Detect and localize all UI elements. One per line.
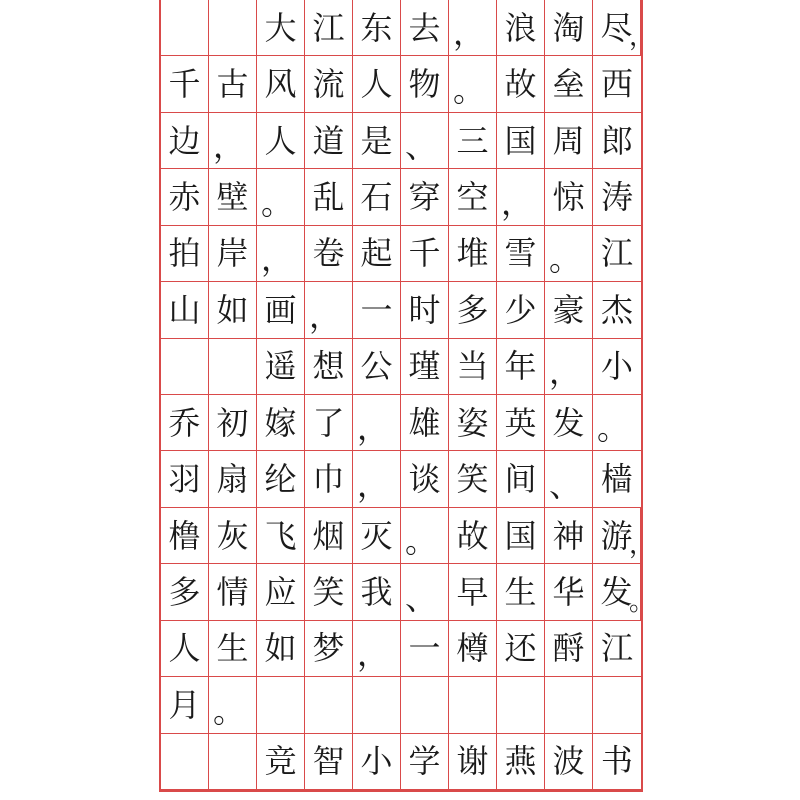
grid-cell: 。 [597, 409, 630, 448]
grid-cell: 涛 [600, 177, 633, 216]
grid-cell: 故 [497, 56, 545, 111]
grid-cell: 公 [353, 339, 401, 394]
grid-cell: 笑 [449, 451, 497, 506]
grid-cell: 谢 [449, 734, 497, 789]
grid-cell: 早 [449, 564, 497, 619]
grid-cell: 竞 [257, 734, 305, 789]
grid-cell: ， [545, 339, 593, 394]
grid-cell: 生 [209, 621, 257, 676]
grid-cell: 乱 [305, 169, 353, 224]
grid-cell: 起 [353, 226, 401, 281]
grid-cell: 灰 [209, 508, 257, 563]
grid-cell: 游 [593, 508, 641, 563]
grid-cell: 如 [257, 621, 305, 676]
grid-cell: 生 [497, 564, 545, 619]
trailing-punctuation: ， [628, 530, 655, 561]
grid-row [161, 113, 641, 169]
grid-cell: 还 [497, 621, 545, 676]
grid-cell [161, 339, 209, 394]
grid-cell: 樽 [449, 621, 497, 676]
grid-cell [209, 734, 257, 789]
grid-cell [497, 677, 545, 732]
grid-cell: 江 [305, 0, 353, 55]
grid-cell: ， [257, 226, 305, 281]
grid-cell: ， [353, 451, 401, 506]
grid-cell: 酹 [545, 621, 593, 676]
grid-cell: 燕 [497, 734, 545, 789]
grid-cell: 当 [449, 339, 497, 394]
grid-cell: 时 [401, 282, 449, 337]
grid-row [161, 226, 641, 282]
grid-cell: 赤 [161, 169, 209, 224]
grid-cell [209, 0, 257, 55]
grid-cell: 卷 [305, 226, 353, 281]
grid-cell: 垒 [545, 56, 593, 111]
grid-cell: 。 [209, 677, 257, 732]
grid-cell: 千 [401, 226, 449, 281]
grid-cell: 画 [257, 282, 305, 337]
grid-row [161, 564, 655, 620]
grid-cell: 人 [161, 621, 209, 676]
grid-cell: 应 [257, 564, 305, 619]
grid-cell: 谈 [401, 451, 449, 506]
grid-cell: 去 [401, 0, 449, 55]
grid-cell: 郎 [600, 121, 633, 160]
grid-cell: 多 [161, 564, 209, 619]
grid-cell: 淘 [545, 0, 593, 55]
grid-cell: 发 [545, 395, 593, 450]
grid-cell: 一 [401, 621, 449, 676]
grid-cell: 千 [161, 56, 209, 111]
grid-row [161, 451, 641, 507]
grid-cell: 间 [497, 451, 545, 506]
grid-cell: 发 [593, 564, 641, 619]
grid-cell: 嫁 [257, 395, 305, 450]
grid-cell: 巾 [305, 451, 353, 506]
grid-cell: 小 [353, 734, 401, 789]
grid-cell: 飞 [257, 508, 305, 563]
grid-cell [305, 677, 353, 732]
grid-cell: 学 [401, 734, 449, 789]
grid-cell: 灭 [353, 508, 401, 563]
calligraphy-grid-paper [159, 0, 655, 792]
grid-cell: 羽 [161, 451, 209, 506]
grid-cell: 三 [449, 113, 497, 168]
grid-cell: ， [449, 0, 497, 55]
grid-cell: 杰 [600, 290, 633, 329]
grid-cell: 我 [353, 564, 401, 619]
grid-row [161, 734, 641, 790]
grid-cell: 人 [257, 113, 305, 168]
grid-cell: 书 [600, 742, 633, 781]
trailing-punctuation: ， [628, 22, 655, 53]
grid-cell: 风 [257, 56, 305, 111]
grid-cell: 雄 [401, 395, 449, 450]
character-grid [161, 0, 655, 790]
grid-row [161, 395, 641, 451]
grid-cell: 壁 [209, 169, 257, 224]
grid-cell [401, 677, 449, 732]
grid-cell [449, 677, 497, 732]
grid-cell: 国 [497, 113, 545, 168]
grid-cell: 江 [600, 234, 633, 273]
grid-cell: 瑾 [401, 339, 449, 394]
grid-cell: 惊 [545, 169, 593, 224]
grid-cell [209, 339, 257, 394]
grid-cell: 初 [209, 395, 257, 450]
grid-cell [545, 677, 593, 732]
grid-cell: 流 [305, 56, 353, 111]
grid-row [161, 169, 641, 225]
grid-cell [161, 0, 209, 55]
grid-cell: 纶 [257, 451, 305, 506]
grid-cell: 道 [305, 113, 353, 168]
grid-cell [353, 677, 401, 732]
grid-cell [257, 677, 305, 732]
grid-cell: 东 [353, 0, 401, 55]
grid-cell: 堆 [449, 226, 497, 281]
grid-cell: 遥 [257, 339, 305, 394]
grid-cell: ， [209, 113, 257, 168]
grid-cell: 西 [600, 65, 633, 104]
grid-cell: 山 [161, 282, 209, 337]
grid-cell: 石 [353, 169, 401, 224]
grid-cell: 了 [305, 395, 353, 450]
grid-cell: 英 [497, 395, 545, 450]
grid-cell: 多 [449, 282, 497, 337]
grid-cell: 乔 [161, 395, 209, 450]
grid-cell: 浪 [497, 0, 545, 55]
grid-cell: ， [497, 169, 545, 224]
grid-cell: 国 [497, 508, 545, 563]
grid-cell: 物 [401, 56, 449, 111]
grid-row [161, 56, 641, 112]
grid-cell: 拍 [161, 226, 209, 281]
grid-cell: 周 [545, 113, 593, 168]
grid-cell: 橹 [161, 508, 209, 563]
grid-cell: 、 [545, 451, 593, 506]
grid-cell: 边 [161, 113, 209, 168]
grid-cell: ， [353, 621, 401, 676]
grid-cell: 岸 [209, 226, 257, 281]
grid-cell: 年 [497, 339, 545, 394]
grid-cell: 尽 [593, 0, 641, 55]
grid-cell: 波 [545, 734, 593, 789]
grid-cell: 。 [449, 56, 497, 111]
grid-cell: 大 [257, 0, 305, 55]
grid-cell: 扇 [209, 451, 257, 506]
grid-cell: ， [353, 395, 401, 450]
grid-cell: 少 [497, 282, 545, 337]
grid-cell: 小 [600, 347, 633, 386]
grid-cell: 智 [305, 734, 353, 789]
grid-cell: 。 [545, 226, 593, 281]
grid-cell [161, 734, 209, 789]
grid-cell [593, 677, 641, 732]
grid-cell: 豪 [545, 282, 593, 337]
grid-row [161, 282, 641, 338]
grid-cell: 。 [257, 169, 305, 224]
grid-cell: 烟 [305, 508, 353, 563]
grid-row [161, 339, 641, 395]
grid-row [161, 677, 641, 733]
grid-cell: 如 [209, 282, 257, 337]
trailing-punctuation: 。 [628, 586, 655, 617]
grid-cell: 是 [353, 113, 401, 168]
grid-cell: 月 [161, 677, 209, 732]
grid-cell: 神 [545, 508, 593, 563]
grid-cell: 穿 [401, 169, 449, 224]
grid-row [161, 0, 655, 56]
grid-cell: 情 [209, 564, 257, 619]
grid-cell: 人 [353, 56, 401, 111]
grid-cell: 、 [401, 113, 449, 168]
grid-cell: 故 [449, 508, 497, 563]
grid-cell: 古 [209, 56, 257, 111]
grid-cell: 樯 [600, 460, 633, 499]
grid-cell: 笑 [305, 564, 353, 619]
grid-cell: 。 [401, 508, 449, 563]
grid-cell: 、 [401, 564, 449, 619]
grid-row [161, 621, 641, 677]
grid-cell: ， [305, 282, 353, 337]
grid-cell: 姿 [449, 395, 497, 450]
grid-cell: 空 [449, 169, 497, 224]
grid-cell: 一 [353, 282, 401, 337]
grid-cell: 想 [305, 339, 353, 394]
grid-cell: 梦 [305, 621, 353, 676]
grid-cell: 华 [545, 564, 593, 619]
grid-cell: 江 [600, 629, 633, 668]
grid-cell: 雪 [497, 226, 545, 281]
grid-row [161, 508, 655, 564]
